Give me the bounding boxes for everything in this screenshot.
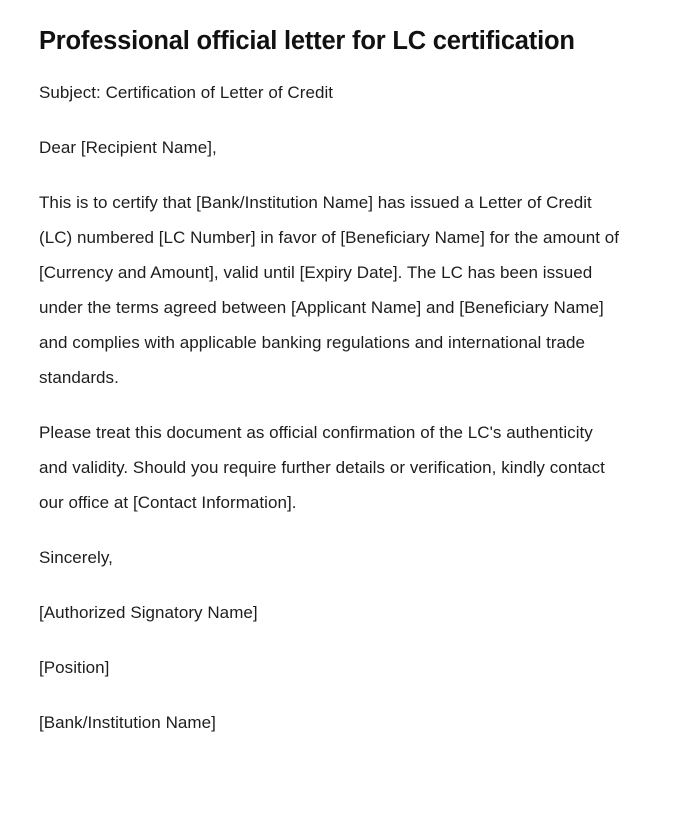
signatory-position-line: [Position] — [39, 658, 110, 677]
closing-line: Sincerely, — [39, 548, 113, 567]
institution-name-line: [Bank/Institution Name] — [39, 713, 216, 732]
salutation-line: Dear [Recipient Name], — [39, 138, 217, 157]
subject-line: Subject: Certification of Letter of Credit — [39, 83, 334, 102]
certification-paragraph: This is to certify that [Bank/Institution Name] has issued a Letter of Credit (LC) numbered [LC Number] in favor of [Beneficiary Name] for the amount of [Currency and Amount], valid until [Expiry Date]. The LC has been issued under the terms agreed between [Applicant Name] and [Beneficiary Name] and complies with applicable banking regulations and international trade standards. — [39, 193, 620, 387]
page-title: Professional official letter for LC certification — [39, 27, 575, 55]
confirmation-paragraph: Please treat this document as official confirmation of the LC's authenticity and validity. Should you require further details or verification, kindly contact our office at [Contact Information]. — [39, 423, 605, 512]
signatory-name-line: [Authorized Signatory Name] — [39, 603, 258, 622]
letter-body — [39, 75, 622, 740]
